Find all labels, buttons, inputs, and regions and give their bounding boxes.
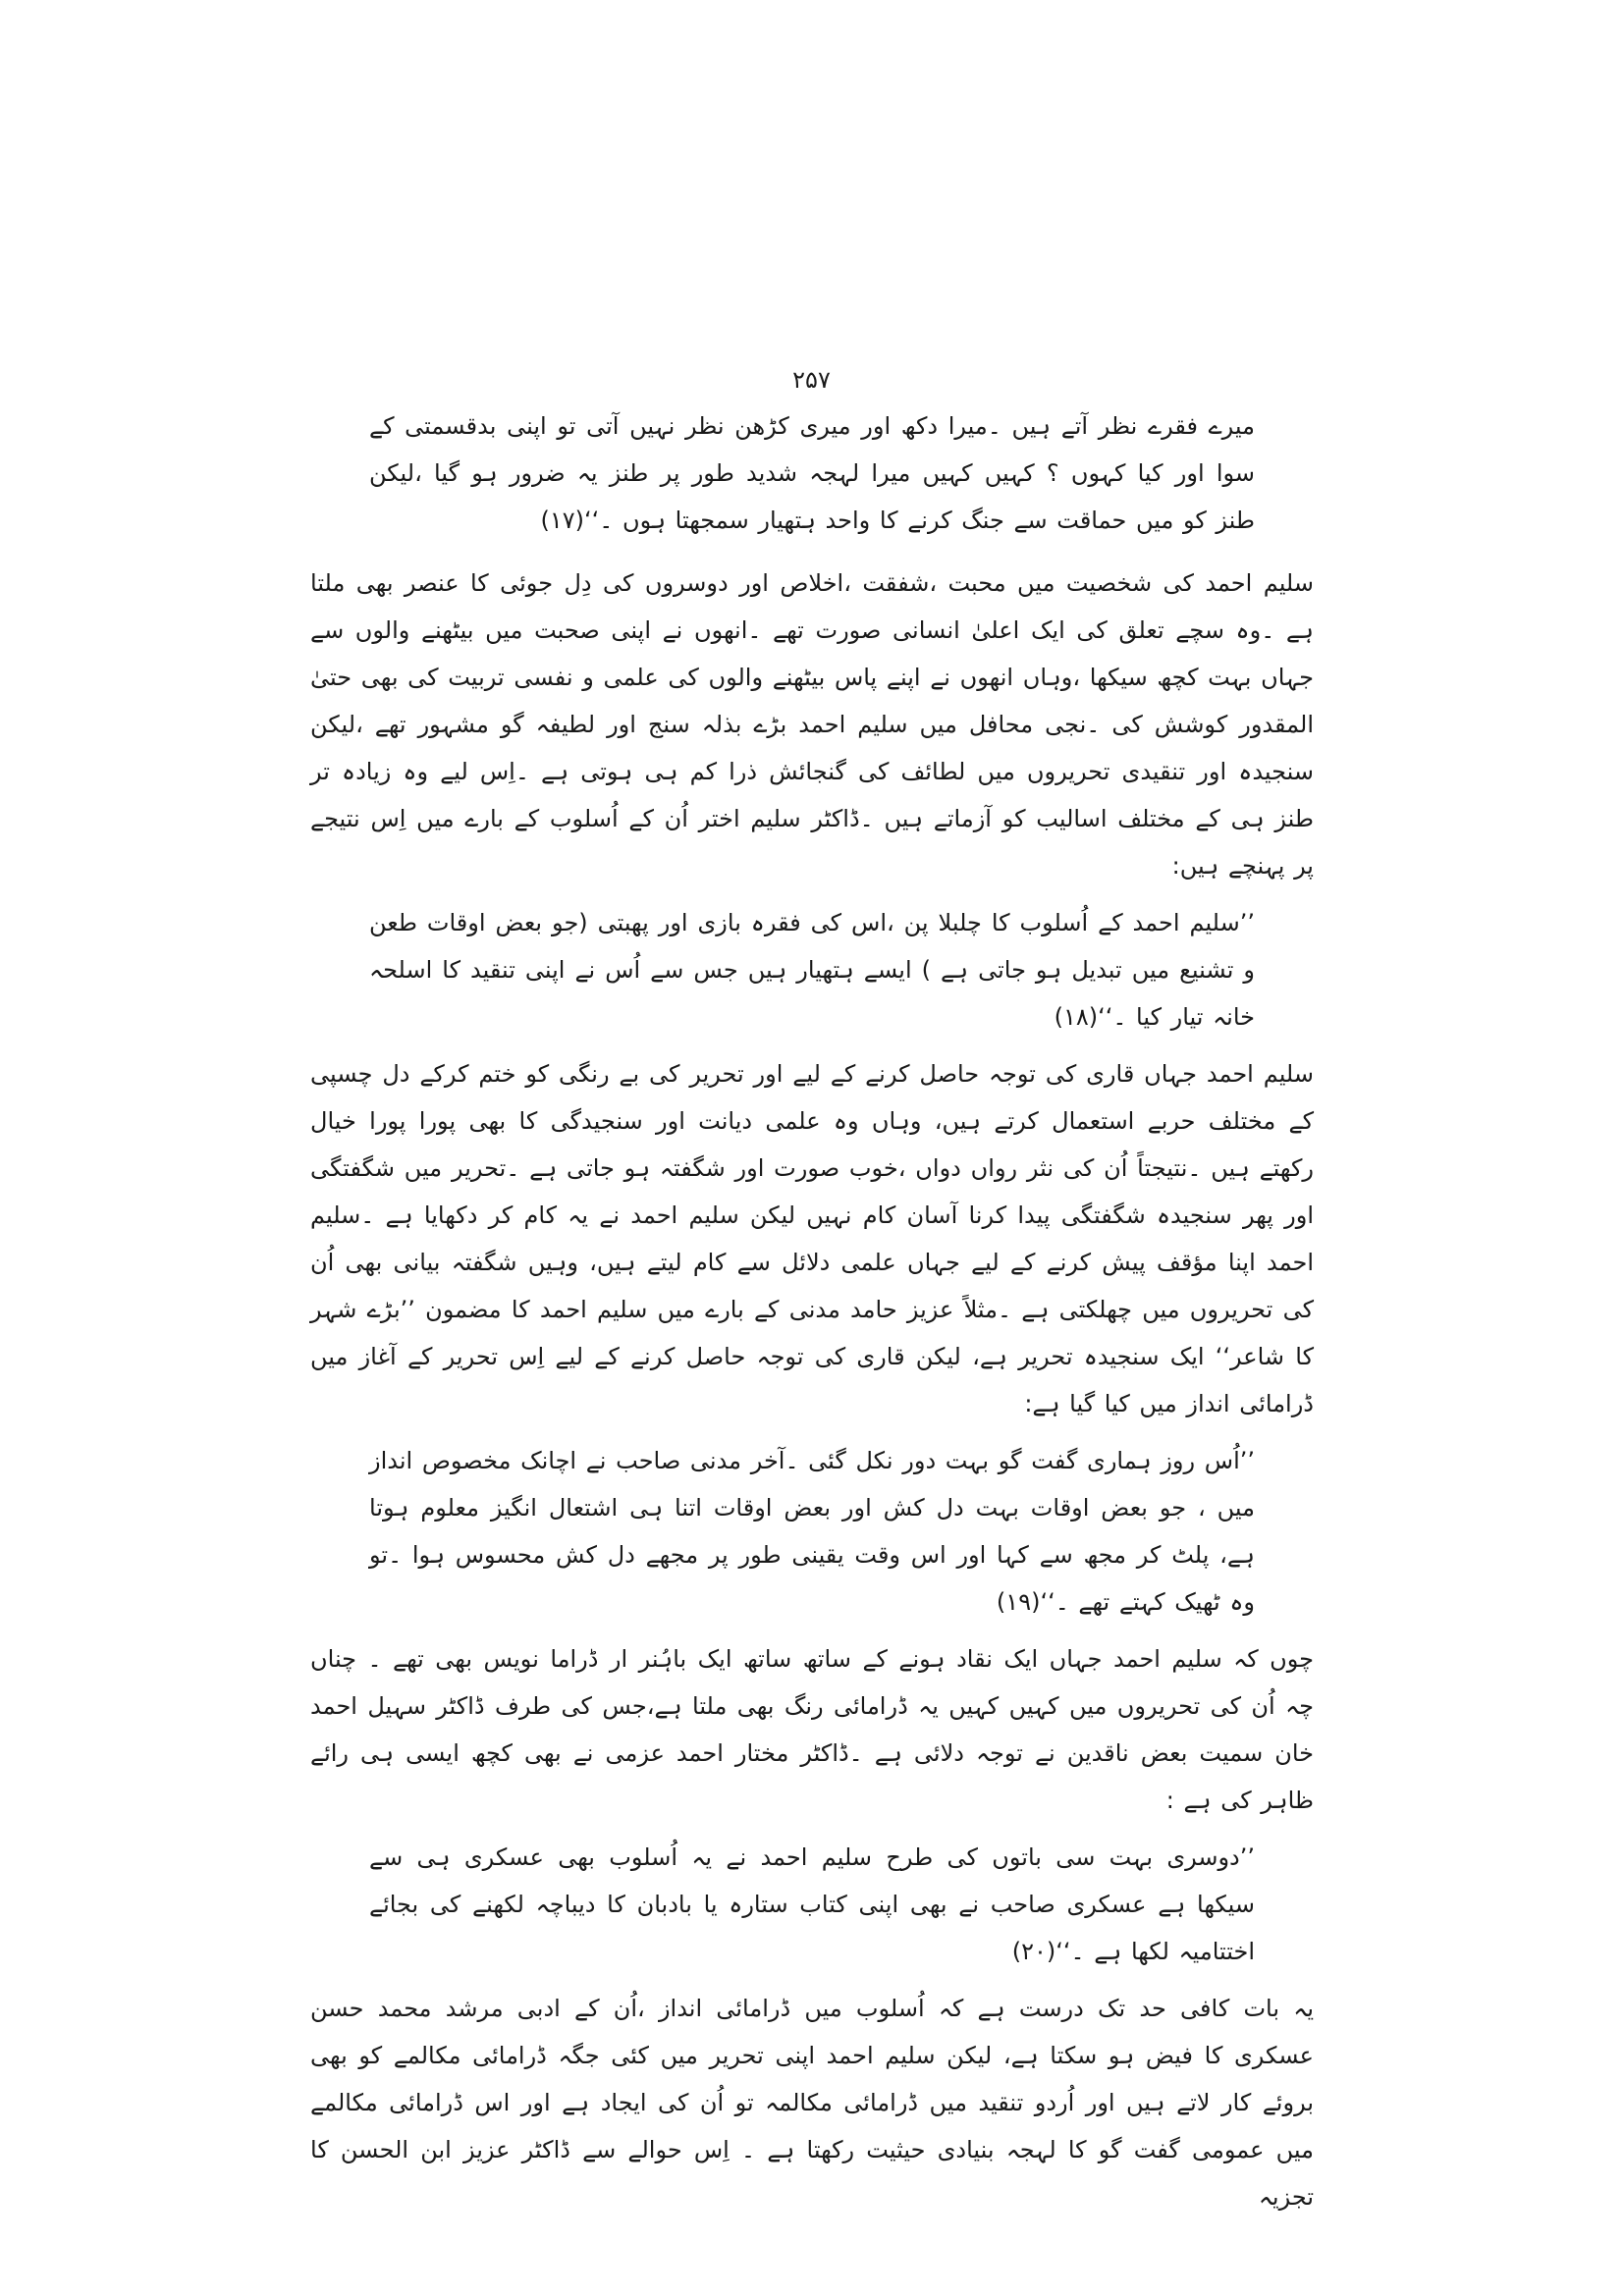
page-body	[310, 402, 1314, 2220]
paragraph-dialogue: یہ بات کافی حد تک درست ہے کہ اُسلوب میں ڈرامائی انداز ،اُن کے ادبی مرشد محمد حسن عسکری کا فیض ہو سکتا ہے، لیکن سلیم احمد اپنی تحریر میں کئی جگہ ڈرامائی مکالمے کو بھی بروئے کار لاتے ہیں اور اُردو تنقید میں ڈرامائی مکالمہ تو اُن کی ایجاد ہے اور اس ڈرامائی مکالمے میں عمومی گفت گو کا لہجہ بنیادی حیثیت رکھتا ہے ۔ اِس حوالے سے ڈاکٹر عزیز ابن الحسن کا تجزیہ	[310, 1995, 1314, 2211]
quote-block-18: ’’سلیم احمد کے اُسلوب کا چلبلا پن ،اس کی فقرہ بازی اور پھبتی (جو بعض اوقات طعن و تشنیع میں تبدیل ہو جاتی ہے ) ایسے ہتھیار ہیں جس سے اُس نے اپنی تنقید کا اسلحہ خانہ تیار کیا ۔‘‘(۱۸)	[369, 909, 1255, 1031]
quote-block-17: میرے فقرے نظر آتے ہیں ۔میرا دکھ اور میری کڑھن نظر نہیں آتی تو اپنی بدقسمتی کے سوا اور کیا کہوں ؟ کہیں کہیں میرا لہجہ شدید طور پر طنز یہ ضرور ہو گیا ،لیکن طنز کو میں حماقت سے جنگ کرنے کا واحد ہتھیار سمجھتا ہوں ۔‘‘(۱۷)	[369, 412, 1255, 534]
paragraph-personality: سلیم احمد کی شخصیت میں محبت ،شفقت ،اخلاص اور دوسروں کی دِل جوئی کا عنصر بھی ملتا ہے ۔وہ سچے تعلق کی ایک اعلیٰ انسانی صورت تھے ۔انھوں نے اپنی صحبت میں بیٹھنے والوں سے جہاں بہت کچھ سیکھا ،وہاں انھوں نے اپنے پاس بیٹھنے والوں کی علمی و نفسی تربیت کی بھی حتیٰ المقدور کوشش کی ۔نجی محافل میں سلیم احمد بڑے بذلہ سنج اور لطیفہ گو مشہور تھے ،لیکن سنجیدہ اور تنقیدی تحریروں میں لطائف کی گنجائش ذرا کم ہی ہوتی ہے ۔اِس لیے وہ زیادہ تر طنز ہی کے مختلف اسالیب کو آزماتے ہیں ۔ڈاکٹر سلیم اختر اُن کے اُسلوب کے بارے میں اِس نتیجے پر پہنچے ہیں:	[310, 569, 1315, 880]
page-number: ۲۵۷	[792, 366, 831, 394]
quote-block-19: ’’اُس روز ہماری گفت گو بہت دور نکل گئی ۔آخر مدنی صاحب نے اچانک مخصوص انداز میں ، جو بعض اوقات بہت دل کش اور بعض اوقات اتنا ہی اشتعال انگیز معلوم ہوتا ہے، پلٹ کر مجھ سے کہا اور اس وقت یقینی طور پر مجھے دل کش محسوس ہوا ۔تو وہ ٹھیک کہتے تھے ۔‘‘(۱۹)	[369, 1447, 1255, 1616]
paragraph-drama: چوں کہ سلیم احمد جہاں ایک نقاد ہونے کے ساتھ ساتھ ایک باہُنر ار ڈراما نویس بھی تھے ۔ چناں چہ اُن کی تحریروں میں کہیں کہیں یہ ڈرامائی رنگ بھی ملتا ہے،جس کی طرف ڈاکٹر سہیل احمد خان سمیت بعض ناقدین نے توجہ دلائی ہے ۔ڈاکٹر مختار احمد عزمی نے بھی کچھ ایسی ہی رائے ظاہر کی ہے :	[310, 1645, 1314, 1814]
quote-block-20: ’’دوسری بہت سی باتوں کی طرح سلیم احمد نے یہ اُسلوب بھی عسکری ہی سے سیکھا ہے عسکری صاحب نے بھی اپنی کتاب ستارہ یا بادبان کا دیباچہ لکھنے کی بجائے اختتامیہ لکھا ہے ۔‘‘(۲۰)	[369, 1843, 1255, 1965]
paragraph-style: سلیم احمد جہاں قاری کی توجہ حاصل کرنے کے لیے اور تحریر کی بے رنگی کو ختم کرکے دل چسپی کے مختلف حربے استعمال کرتے ہیں، وہاں وہ علمی دیانت اور سنجیدگی کا بھی پورا پورا خیال رکھتے ہیں ۔نتیجتاً اُن کی نثر رواں دواں ،خوب صورت اور شگفتہ ہو جاتی ہے ۔تحریر میں شگفتگی اور پھر سنجیدہ شگفتگی پیدا کرنا آسان کام نہیں لیکن سلیم احمد نے یہ کام کر دکھایا ہے ۔سلیم احمد اپنا مؤقف پیش کرنے کے لیے جہاں علمی دلائل سے کام لیتے ہیں، وہیں شگفتہ بیانی بھی اُن کی تحریروں میں چھلکتی ہے ۔مثلاً عزیز حامد مدنی کے بارے میں سلیم احمد کا مضمون ’’بڑے شہر کا شاعر‘‘ ایک سنجیدہ تحریر ہے، لیکن قاری کی توجہ حاصل کرنے کے لیے اِس تحریر کے آغاز میں ڈرامائی انداز میں کیا گیا ہے:	[310, 1060, 1314, 1417]
